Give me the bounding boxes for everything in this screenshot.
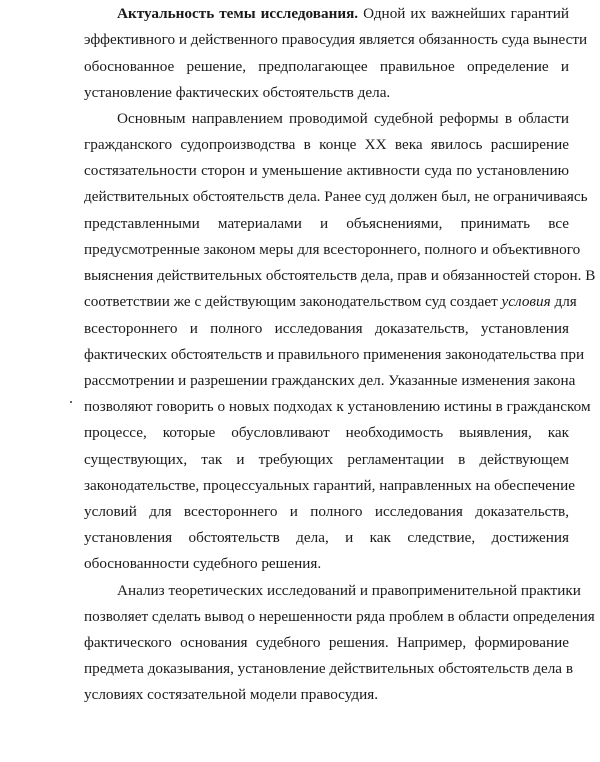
text-line: всестороннего и полного исследования доказательств, установления [84,320,569,337]
text-line: обоснованности судебного решения. [84,555,322,572]
text-line: установления обстоятельств дела, и как следствие, достижения [84,529,569,546]
text-line: условиях состязательной модели правосудия. [84,686,378,703]
text-line: существующих, так и требующих регламентации в действующем [84,451,569,468]
text-line: гражданского судопроизводства в конце XX века явилось расширение [84,136,569,153]
text-line: Актуальность темы исследования. Одной их важнейших гарантий [117,5,569,22]
text-line: предмета доказывания, установление действительных обстоятельств дела в [84,660,574,677]
scan-speck [70,401,72,403]
text-line: Анализ теоретических исследований и правоприменительной практики [117,582,581,599]
text-line: действительных обстоятельств дела. Ранее суд должен был, не ограничиваясь [84,188,588,205]
text-line: состязательности сторон и уменьшение активности суда по установлению [84,162,569,179]
text-line: позволяет сделать вывод о нерешенности ряда проблем в области определения [84,608,595,625]
text-line: позволяют говорить о новых подходах к установлению истины в гражданском [84,398,591,415]
text-line: фактических обстоятельств и правильного применения законодательства при [84,346,585,363]
section-heading: Актуальность темы исследования. [117,5,359,22]
text-line: рассмотрении и разрешении гражданских дел. Указанные изменения закона [84,372,576,389]
text-line: установление фактических обстоятельств дела. [84,84,391,101]
text-line: фактического основания судебного решения. Например, формирование [84,634,569,651]
text-line: соответствии же с действующим законодательством суд создает условия для [84,293,577,310]
text-line: Основным направлением проводимой судебной реформы в области [117,110,569,127]
text-line: предусмотренные законом меры для всестороннего, полного и объективного [84,241,581,258]
text-line: законодательстве, процессуальных гарантий, направленных на обеспечение [84,477,576,494]
text-line: процессе, которые обусловливают необходимость выявления, как [84,424,569,441]
text-line: представленными материалами и объяснениями, принимать все [84,215,569,232]
text-line: условий для всестороннего и полного исследования доказательств, [84,503,569,520]
emphasis-word: условия [501,293,551,310]
text-line: эффективного и действенного правосудия является обязанность суда вынести [84,31,588,48]
text-line: обоснованное решение, предполагающее правильное определение и [84,58,569,75]
text-line: выяснения действительных обстоятельств дела, прав и обязанностей сторон. В [84,267,596,284]
